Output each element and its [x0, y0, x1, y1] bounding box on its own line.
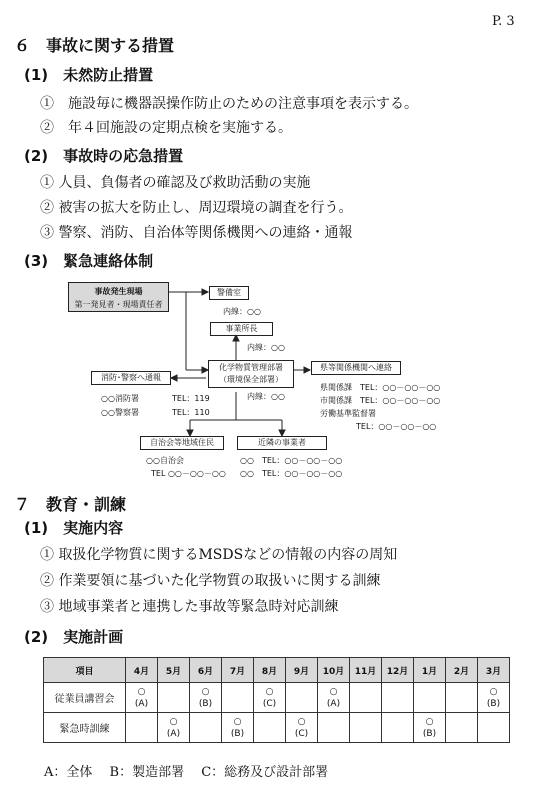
table-cell: ○ (B) — [190, 683, 222, 713]
neighbor-line: ○○ TEL：○○－○○－○○ — [240, 469, 343, 478]
table-cell — [478, 713, 510, 743]
pref-line: 市関係課 TEL：○○－○○－○○ — [320, 396, 441, 405]
section-6-title: ６ 事故に関する措置 — [14, 36, 175, 55]
accident-site-label: 事故発生現場 — [94, 287, 143, 296]
header-month: 7月 — [222, 658, 254, 683]
header-month: 4月 — [126, 658, 158, 683]
table-cell: ○ (B) — [478, 683, 510, 713]
local-residents-box: 自治会等地域住民 — [140, 436, 224, 450]
table-row — [44, 713, 510, 743]
table-cell: ○ (A) — [158, 713, 190, 743]
row-label: 従業員講習会 — [44, 683, 126, 713]
table-cell: ○ (C) — [286, 713, 318, 743]
header-month: 11月 — [350, 658, 382, 683]
page-number: P. 3 — [492, 14, 515, 29]
header-month: 9月 — [286, 658, 318, 683]
table-cell — [222, 683, 254, 713]
table-row — [44, 683, 510, 713]
pref-box: 県等関係機関へ連絡 — [311, 361, 401, 375]
header-month: 2月 — [446, 658, 478, 683]
local-assoc: ○○自治会 — [146, 456, 184, 465]
header-month: 3月 — [478, 658, 510, 683]
legend: A：全体 B：製造部署 C：総務及び設計部署 — [44, 765, 329, 780]
section-7-1-item: ① 取扱化学物質に関するMSDSなどの情報の内容の周知 — [40, 547, 398, 563]
section-7-1-title: (1) 実施内容 — [24, 519, 124, 537]
table-cell — [286, 683, 318, 713]
chem-dept-label: 化学物質管理部署 — [219, 363, 283, 372]
header-item: 項目 — [44, 658, 126, 683]
table-cell — [158, 683, 190, 713]
table-cell — [382, 683, 414, 713]
header-month: 5月 — [158, 658, 190, 683]
guard-ext: 内線：○○ — [223, 307, 261, 316]
neighbor-line: ○○ TEL：○○－○○－○○ — [240, 456, 343, 465]
header-month: 12月 — [382, 658, 414, 683]
header-month: 10月 — [318, 658, 350, 683]
table-cell — [126, 713, 158, 743]
row-label: 緊急時訓練 — [44, 713, 126, 743]
section-7-title: ７ 教育・訓練 — [14, 495, 127, 514]
neighbors-box: 近隣の事業者 — [237, 436, 327, 450]
office-head-box: 事業所長 — [210, 322, 273, 336]
pref-line: TEL：○○－○○－○○ — [356, 422, 437, 431]
section-7-1-item: ③ 地域事業者と連携した事故等緊急時対応訓練 — [40, 599, 339, 615]
table-cell — [190, 713, 222, 743]
chem-dept-sub-label: （環境保全部署） — [219, 375, 283, 384]
fire-station: ○○消防署 — [101, 394, 139, 403]
section-6-2-item: ③ 警察、消防、自治体等関係機関への連絡・通報 — [40, 225, 353, 241]
local-tel: TEL ○○－○○－○○ — [151, 469, 226, 478]
police-tel: TEL：110 — [172, 408, 210, 417]
section-7-2-title: (2) 実施計画 — [24, 628, 124, 646]
table-cell — [446, 683, 478, 713]
table-cell — [254, 713, 286, 743]
office-ext: 内線：○○ — [247, 343, 285, 352]
section-6-1-item: ② 年４回施設の定期点検を実施する。 — [40, 120, 292, 136]
section-6-2-title: (2) 事故時の応急措置 — [24, 147, 184, 165]
table-cell: ○ (A) — [318, 683, 350, 713]
header-month: 6月 — [190, 658, 222, 683]
section-6-1-title: (1) 未然防止措置 — [24, 66, 154, 84]
chem-dept-box — [208, 360, 294, 388]
table-cell: ○ (B) — [414, 713, 446, 743]
table-cell — [350, 683, 382, 713]
accident-site-box — [68, 282, 169, 312]
section-6-3-title: (3) 緊急連絡体制 — [24, 252, 154, 270]
chem-ext: 内線：○○ — [247, 392, 285, 401]
table-cell: ○ (A) — [126, 683, 158, 713]
section-6-1-item: ① 施設毎に機器誤操作防止のための注意事項を表示する。 — [40, 96, 418, 112]
table-cell — [382, 713, 414, 743]
table-cell — [414, 683, 446, 713]
header-month: 8月 — [254, 658, 286, 683]
table-cell — [446, 713, 478, 743]
pref-line: 県関係課 TEL：○○－○○－○○ — [320, 383, 441, 392]
pref-line: 労働基準監督署 — [320, 409, 376, 418]
section-7-1-item: ② 作業要領に基づいた化学物質の取扱いに関する訓練 — [40, 573, 381, 589]
section-6-2-item: ② 被害の拡大を防止し、周辺環境の調査を行う。 — [40, 200, 353, 216]
header-month: 1月 — [414, 658, 446, 683]
section-6-2-item: ① 人員、負傷者の確認及び救助活動の実施 — [40, 175, 311, 191]
table-cell: ○ (C) — [254, 683, 286, 713]
fire-police-box: 消防･警察へ通報 — [91, 371, 171, 385]
fire-tel: TEL：119 — [172, 394, 210, 403]
first-finder-label: 第一発見者・現場責任者 — [74, 300, 163, 309]
training-plan-table — [43, 657, 510, 743]
table-cell — [318, 713, 350, 743]
table-cell — [350, 713, 382, 743]
police-station: ○○警察署 — [101, 408, 139, 417]
guard-room-box: 警備室 — [209, 286, 249, 300]
table-cell: ○ (B) — [222, 713, 254, 743]
table-header-row — [44, 658, 510, 683]
